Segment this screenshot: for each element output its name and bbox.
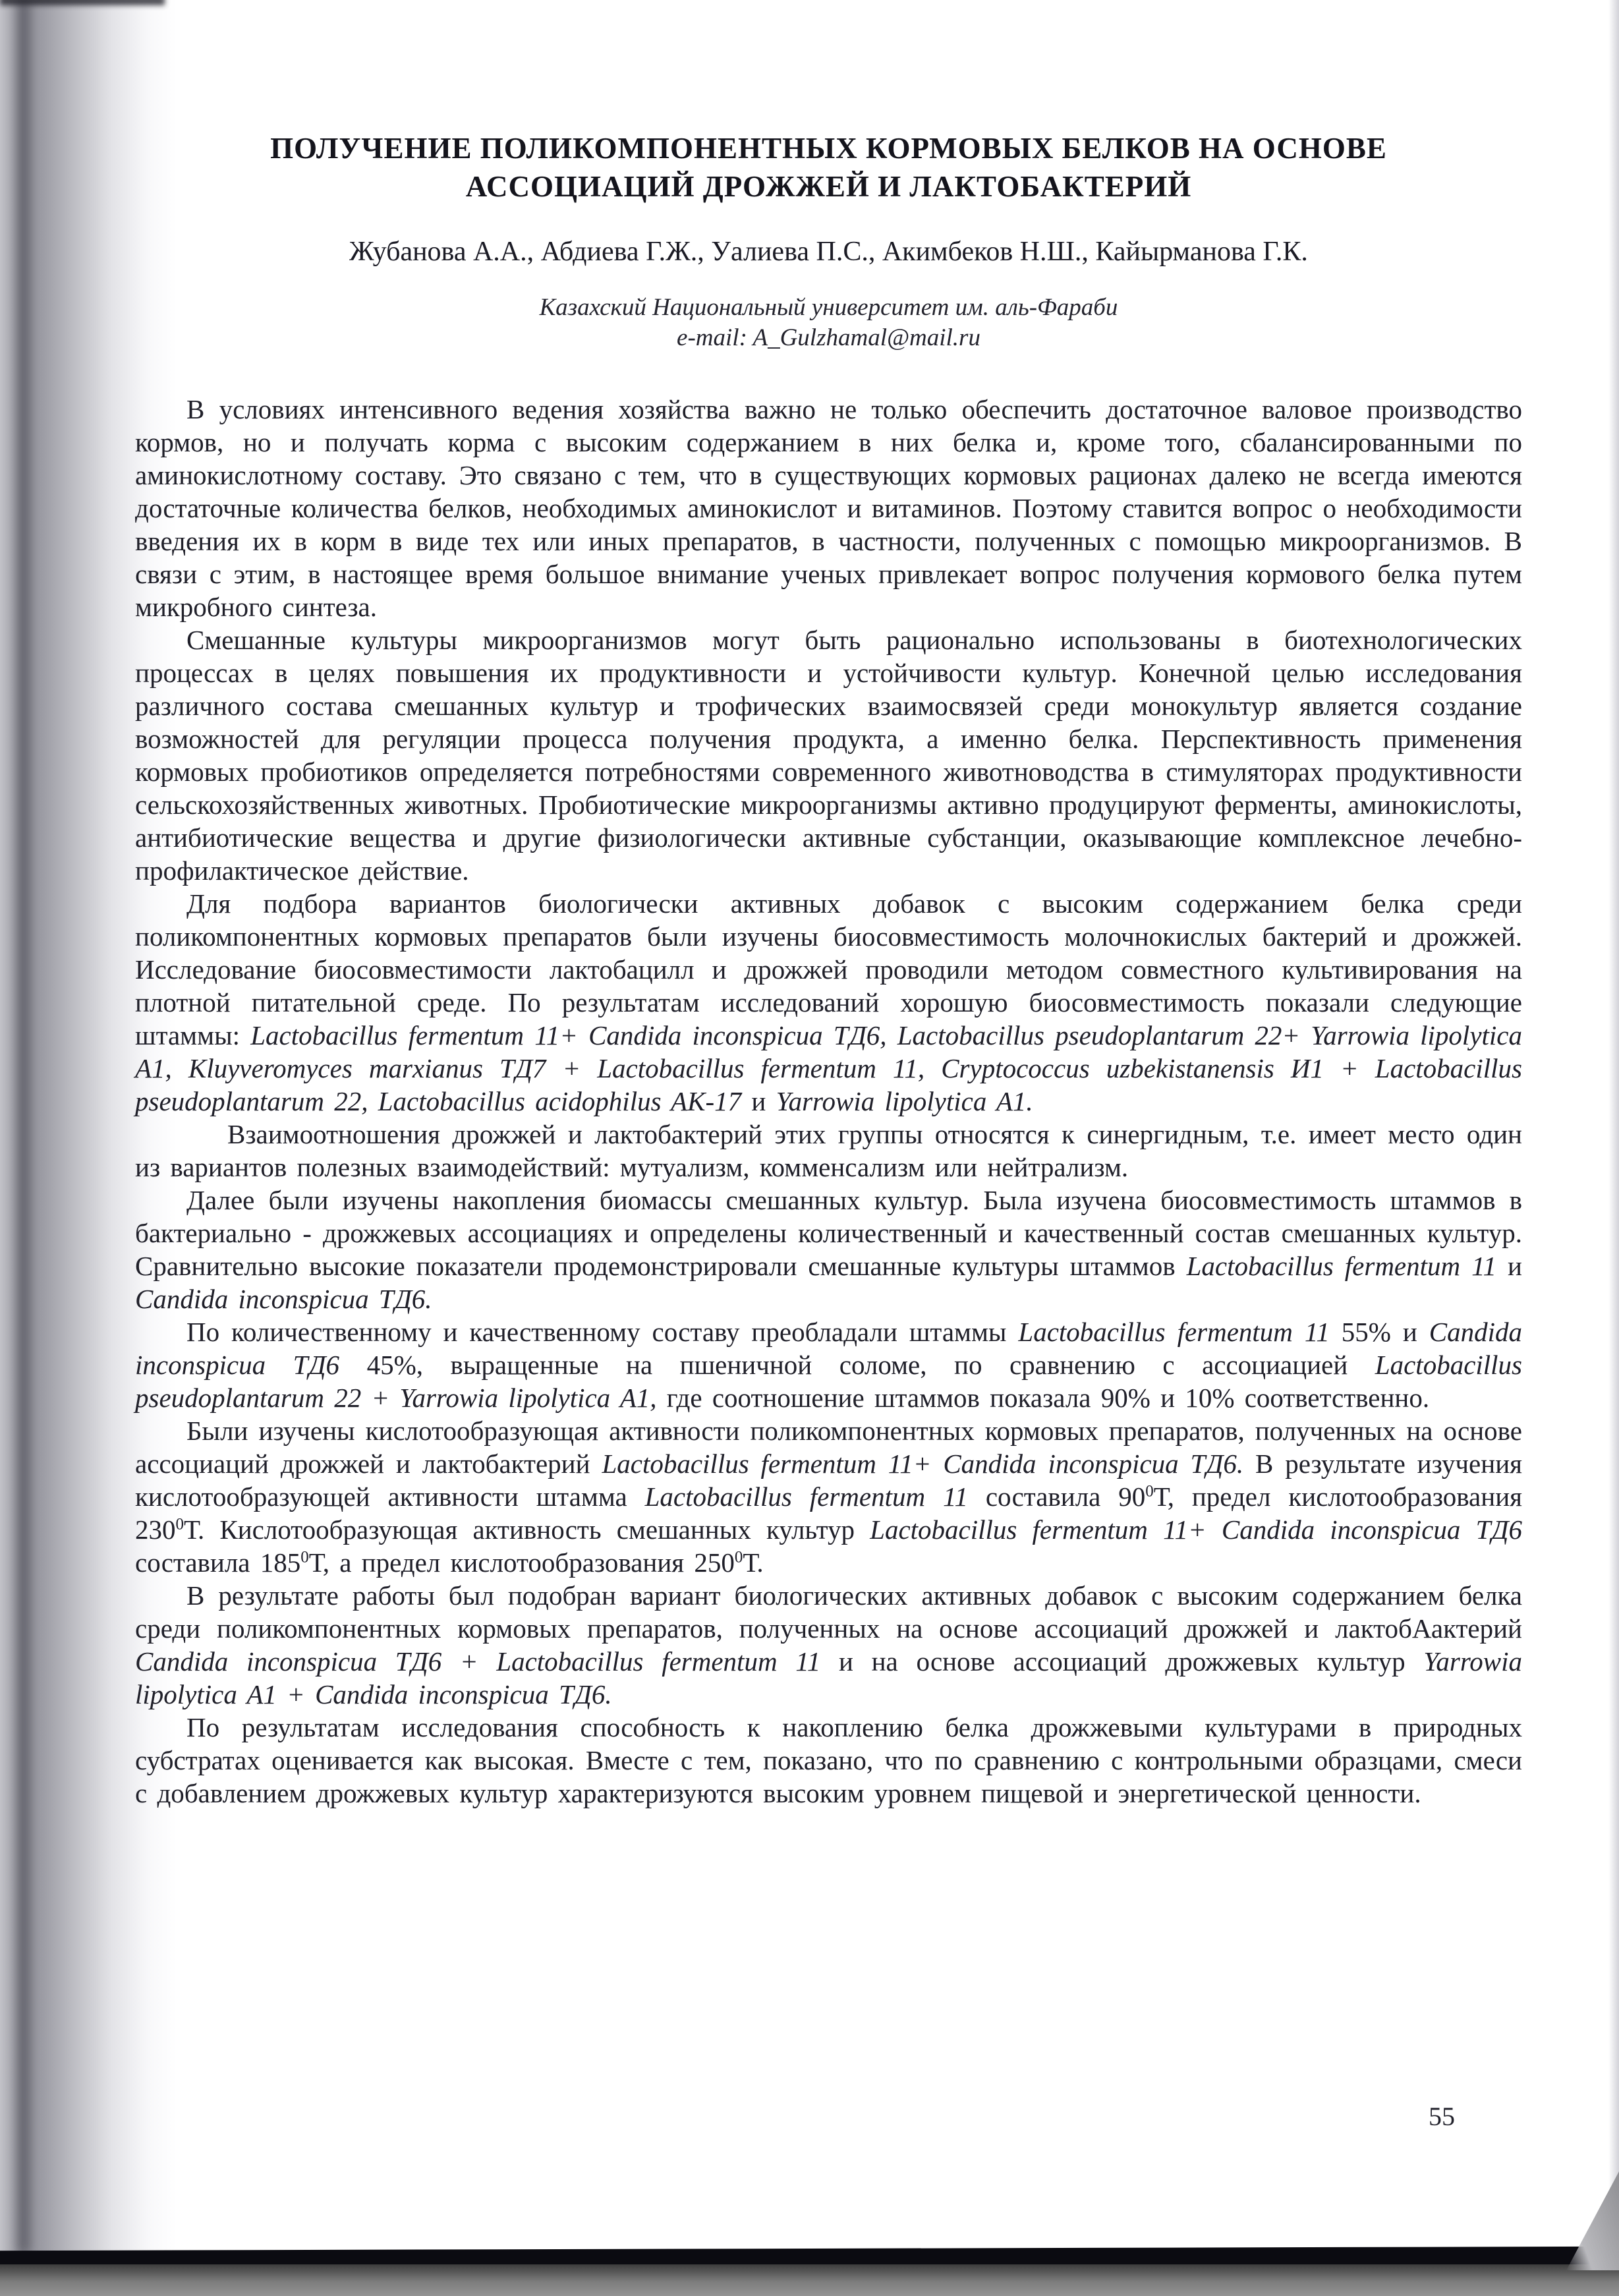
paragraph: В результате работы был подобран вариант биологических активных добавок с высоким содержанием белка среди поликомпонентных кормовых препаратов, полученных на основе ассоциаций дрожжей и лактобАактерий Candida inconspicua ТД6 + Lactobacillus fermentum 11 и на основе ассоциаций дрожжевых культур Yarrowia lipolytica A1 + Candida inconspicua ТД6. <box>135 1580 1522 1709</box>
article-title-line2: АССОЦИАЦИЙ ДРОЖЖЕЙ И ЛАКТОБАКТЕРИЙ <box>465 170 1192 203</box>
right-edge-shadow <box>1608 0 1619 2254</box>
affiliation-line: Казахский Национальный университет им. аль-Фараби <box>539 294 1118 321</box>
paragraph: Для подбора вариантов биологически активных добавок с высоким содержанием белка среди поликомпонентных кормовых препаратов были изучены биосовместимость молочнокислых бактерий и дрожжей. Исследование биосовместимости лактобацилл и дрожжей проводили методом совместного культивирования на плотной питательной среде. По результатам исследований хорошую биосовместимость показали следующие штаммы: Lactobacillus fermentum 11+ Candida inconspicua ТД6, Lactobacillus pseudoplantarum 22+ Yarrowia lipolytica A1, Kluyveromyces marxianus ТД7 + Lactobacillus fermentum 11, Cryptococcus uzbekistanensis И1 + Lactobacillus pseudoplantarum 22, Lactobacillus acidophilus AK-17 и Yarrowia lipolytica A1. <box>135 888 1523 1116</box>
body-paragraphs <box>135 393 1522 1810</box>
email-line: e-mail: A_Gulzhamal@mail.ru <box>677 324 980 351</box>
article-title <box>135 129 1522 206</box>
paragraph: По результатам исследования способность к накоплению белка дрожжевыми культурами в природных субстратах оценивается как высокая. Вместе с тем, показано, что по сравнению с контрольными образцами, смеси с добавлением дрожжевых культур характеризуются высоким уровнем пищевой и энергетической ценности. <box>135 1712 1522 1808</box>
scanner-background <box>0 2264 1619 2296</box>
paragraph: Взаимоотношения дрожжей и лактобактерий этих группы относятся к синергидным, т.е. имеет место один из вариантов полезных взаимодействий: мутуализм, комменсализм или нейтрализм. <box>135 1119 1522 1182</box>
paragraph: По количественному и качественному составу преобладали штаммы Lactobacillus fermentum 11 55% и Candida inconspicua ТД6 45%, выращенные на пшеничной соломе, по сравнению с ассоциацией Lactobacillus pseudoplantarum 22 + Yarrowia lipolytica A1, где соотношение штаммов показала 90% и 10% соответственно. <box>135 1317 1523 1413</box>
page-content <box>135 0 1522 1810</box>
paragraph: В условиях интенсивного ведения хозяйства важно не только обеспечить достаточное валовое производство кормов, но и получать корма с высоким содержанием в них белка и, кроме того, сбалансированными по аминокислотному составу. Это связано с тем, что в существующих кормовых рационах далеко не всегда имеются достаточные количества белков, необходимых аминокислот и витаминов. Поэтому ставится вопрос о необходимости введения их в корм в виде тех или иных препаратов, в частности, полученных с помощью микроорганизмов. В связи с этим, в настоящее время большое внимание ученых привлекает вопрос получения кормового белка путем микробного синтеза. <box>135 394 1522 622</box>
page-number: 55 <box>1429 2102 1455 2131</box>
paragraph: Далее были изучены накопления биомассы смешанных культур. Была изучена биосовместимость штаммов в бактериально - дрожжевых ассоциациях и определены количественный и качественный состав смешанных культур. Сравнительно высокие показатели продемонстрировали смешанные культуры штаммов Lactobacillus fermentum 11 и Candida inconspicua ТД6. <box>135 1185 1522 1314</box>
article-title-line1: ПОЛУЧЕНИЕ ПОЛИКОМПОНЕНТНЫХ КОРМОВЫХ БЕЛКОВ НА ОСНОВЕ <box>270 132 1387 165</box>
paragraph: Смешанные культуры микроорганизмов могут быть рационально использованы в биотехнологических процессах в целях повышения их продуктивности и устойчивости культур. Конечной целью исследования различного состава смешанных культур и трофических взаимосвязей среди монокультур является создание возможностей для регуляции процесса получения продукта, а именно белка. Перспективность применения кормовых пробиотиков определяется потребностями современного животноводства в стимуляторах продуктивности сельскохозяйственных животных. Пробиотические микроорганизмы активно продуцируют ферменты, аминокислоты, антибиотические вещества и другие физиологически активные субстанции, оказывающие комплексное лечебно-профилактическое действие. <box>135 625 1522 886</box>
paragraph: Были изучены кислотообразующая активности поликомпонентных кормовых препаратов, полученных на основе ассоциаций дрожжей и лактобактерий Lactobacillus fermentum 11+ Candida inconspicua ТД6. В результате изучения кислотообразующей активности штамма Lactobacillus fermentum 11 составила $90^0Т$, предел кислотообразования $230^0Т$. Кислотообразующая активность смешанных культур Lactobacillus fermentum 11+ Candida inconspicua ТД6 составила $185^0Т$, а предел кислотообразования $250^0Т$. <box>135 1416 1522 1578</box>
authors-line: Жубанова А.А., Абдиева Г.Ж., Уалиева П.С., Акимбеков Н.Ш., Кайырманова Г.К. <box>349 237 1308 267</box>
page-edge-shadow <box>17 0 30 2254</box>
